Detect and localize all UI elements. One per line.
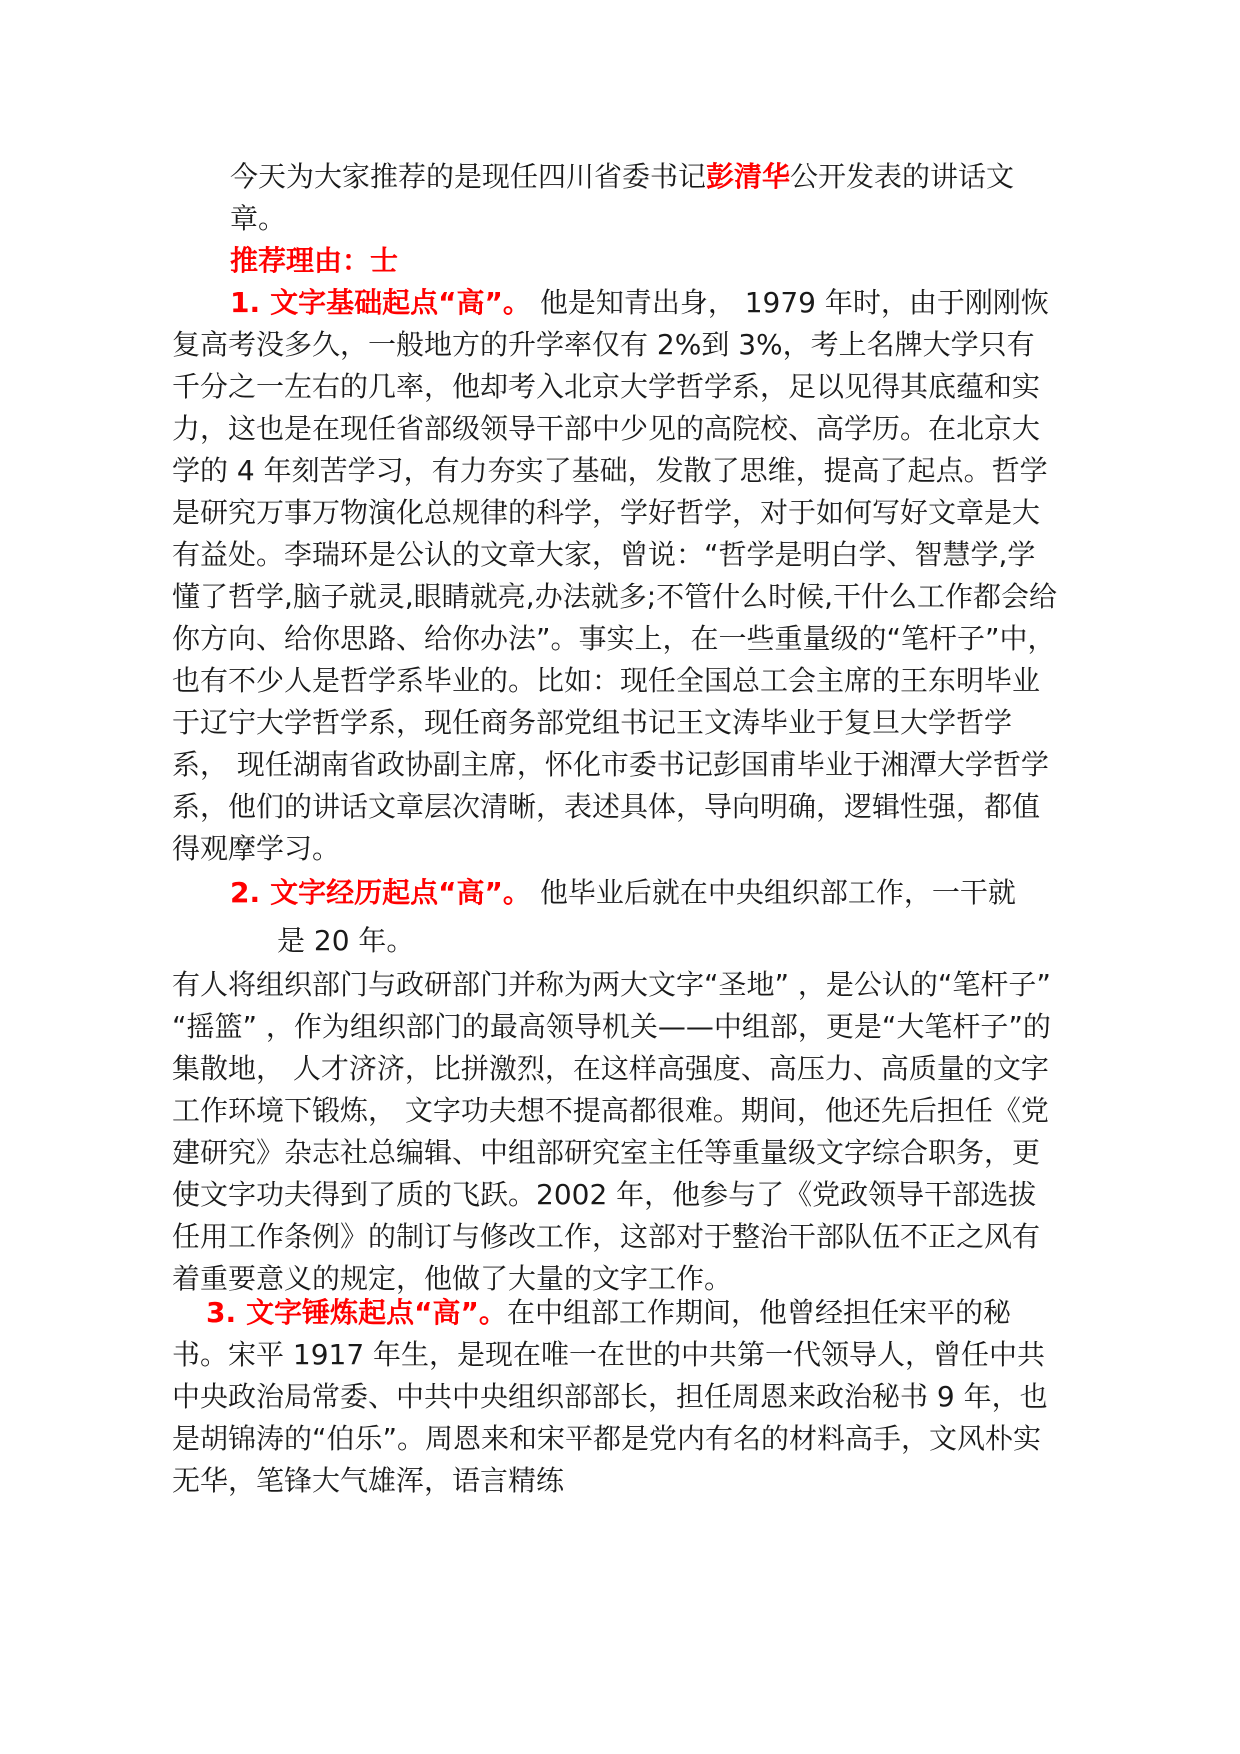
section-2-body: 有人将组织部门与政研部门并称为两大文字“圣地” ，是公认的“笔杆子” “摇篮” ，作为组织部门的最高领导机关——中组部，更是“大笔杆子”的集散地， 人才济济，比拼激烈，在这样高强度、高压力、高质量的文字工作环境下锻炼， 文字功夫想不提高都很难。期间，他还先后担任《党建研究》杂志社总编辑、中组部研究室主任等重量级文字综合职务，更使文字功夫得到了质的飞跃。2002 年，他参与了《党政领导干部选拔任用工作条例》的制订与修改工作，这部对于整治干部队伍不正之风有着重要意义的规定，他做了大量的文字工作。 bbox=[172, 968, 1051, 1295]
section-3-body: 在中组部工作期间，他曾经担任宋平的秘书。宋平 1917 年生，是现在唯一在世的中共第一代领导人，曾任中共中央政治局常委、中共中央组织部部长，担任周恩来政治秘书 9 年，也是胡锦涛的“伯乐”。周恩来和宋平都是党内有名的材料高手，文风朴实无华，笔锋大气雄浑，语言精练 bbox=[172, 1296, 1048, 1497]
section-3-paragraph bbox=[172, 1292, 1062, 1502]
intro-text-before: 今天为大家推荐的是现任四川省委书记 bbox=[230, 160, 707, 193]
section-1-body: 他是知青出身， 1979 年时，由于刚刚恢复高考没多久，一般地方的升学率仅有 2%到 3%，考上名牌大学只有千分之一左右的几率，他却考入北京大学哲学系，足以见得其底蕴和实力，这也是在现任省部级领导干部中少见的高院校、高学历。在北京大学的 4 年刻苦学习，有力夯实了基础，发散了思维，提高了起点。哲学是研究万事万物演化总规律的科学，学好哲学，对于如何写好文章是大有益处。李瑞环是公认的文章大家，曾说：“哲学是明白学、智慧学,学懂了哲学,脑子就灵,眼睛就亮,办法就多;不管什么时候,干什么工作都会给你方向、给你思路、给你办法”。事实上，在一些重量级的“笔杆子”中，也有不少人是哲学系毕业的。比如：现任全国总工会主席的王东明毕业于辽宁大学哲学系，现任商务部党组书记王文涛毕业于复旦大学哲学系， 现任湖南省政协副主席，怀化市委书记彭国甫毕业于湘潭大学哲学系，他们的讲话文章层次清晰，表述具体，导向明确，逻辑性强，都值得观摩学习。 bbox=[172, 286, 1058, 865]
section-2-heading: 文字经历起点“高”。 bbox=[270, 876, 531, 909]
section-1-heading: 文字基础起点“高”。 bbox=[270, 286, 531, 319]
section-2-number: 2. bbox=[230, 876, 261, 909]
reasons-heading: 推荐理由：士 bbox=[230, 244, 399, 277]
reasons-heading-paragraph bbox=[230, 240, 730, 282]
section-2-heading-line bbox=[230, 872, 1130, 914]
intro-text-after: 公开发表的讲话文章。 bbox=[230, 160, 1015, 235]
section-2-paragraph bbox=[172, 964, 1058, 1300]
section-2-body-first: 他毕业后就在中央组织部工作，一干就 bbox=[530, 876, 1016, 909]
section-2-continuation-line bbox=[277, 920, 677, 962]
section-1-number: 1. bbox=[230, 286, 261, 319]
intro-paragraph bbox=[230, 156, 1060, 240]
highlighted-name: 彭清华 bbox=[706, 160, 791, 193]
section-1-paragraph bbox=[172, 282, 1058, 870]
section-3-number: 3. bbox=[206, 1296, 237, 1329]
section-3-heading: 文字锤炼起点“高”。 bbox=[246, 1296, 507, 1329]
section-2-body-cont: 是 20 年。 bbox=[277, 924, 415, 957]
